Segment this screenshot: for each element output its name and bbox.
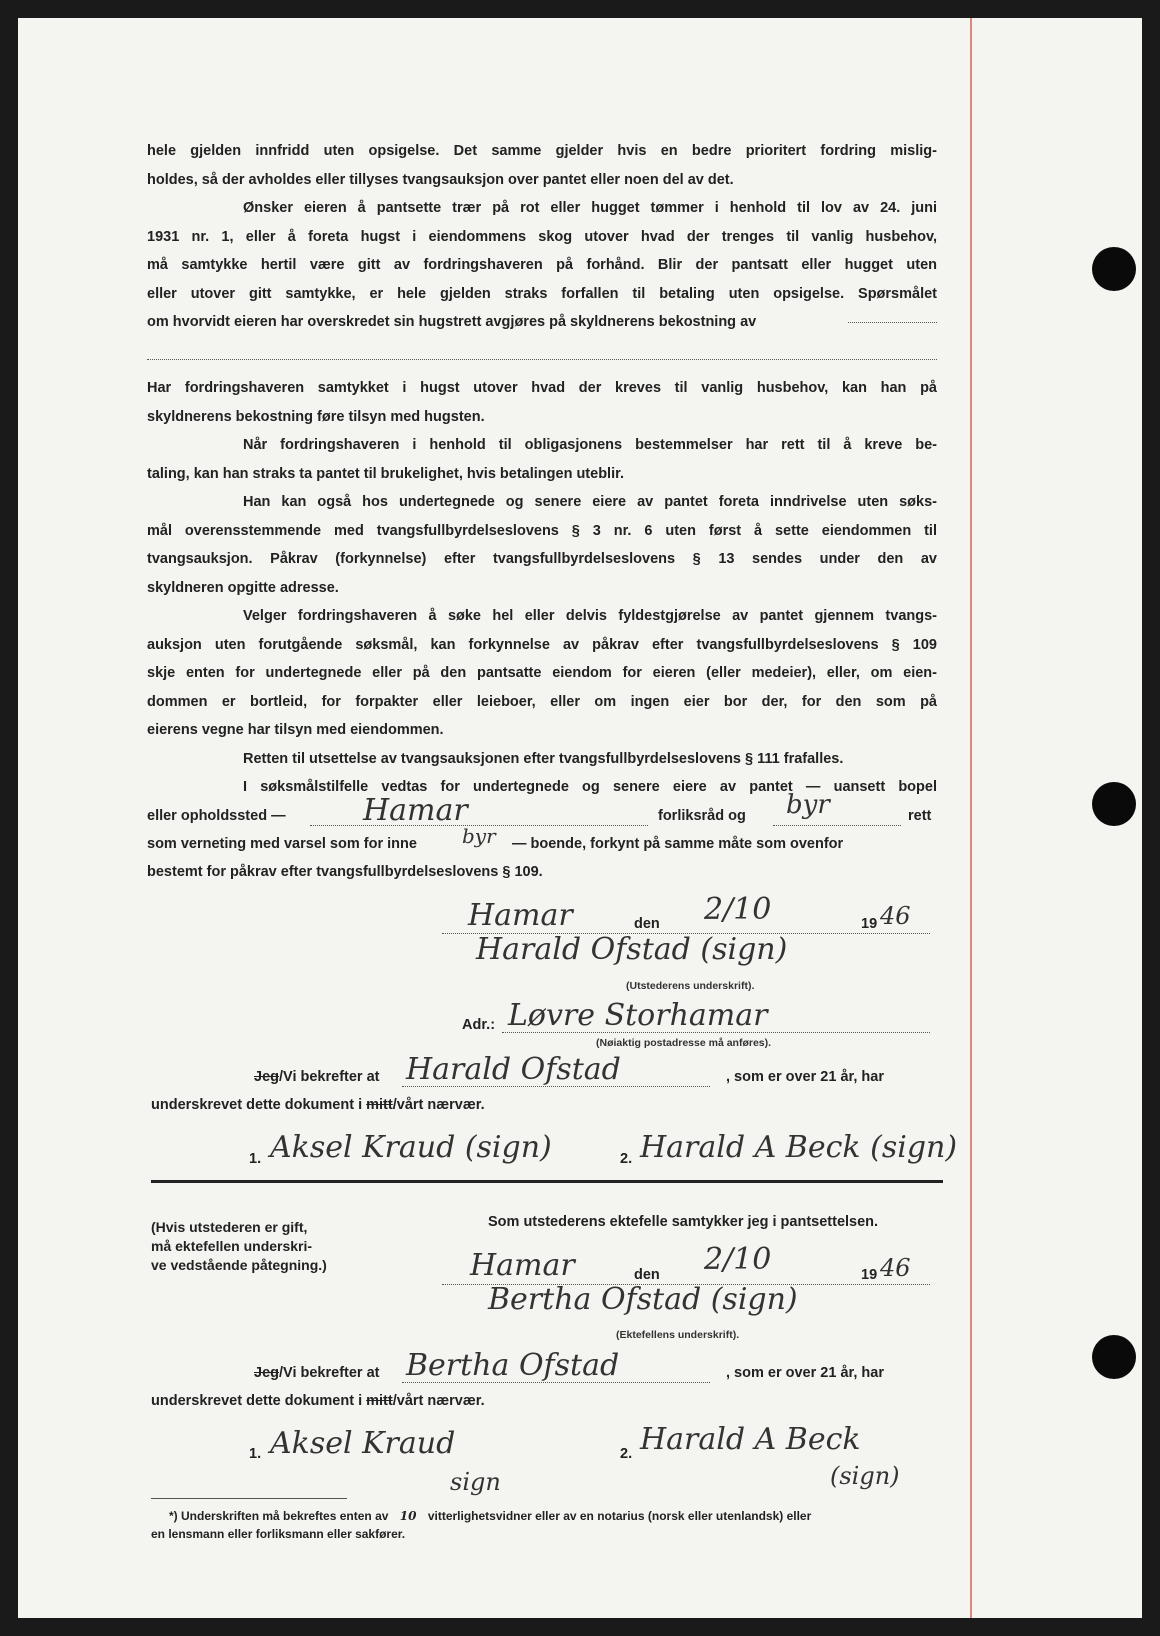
text-line: eierens vegne har tilsyn med eiendommen. [147,722,444,738]
text-line: om hvorvidt eieren har overskredet sin hugstrett avgjøres på skyldnerens bekostning av [147,314,757,330]
address-label: Adr.: [462,1017,496,1033]
text-line: Ønsker eieren å pantsette trær på rot eller hugget tømmer i henhold til lov av 24. juni [243,200,937,216]
footnote-rule [151,1498,347,1499]
spouse-witness-1-sign: sign [450,1468,501,1496]
punch-hole [1092,782,1136,826]
document-page [18,18,1142,1618]
spouse-signature-caption: (Ektefellens underskrift). [616,1329,740,1341]
venue-prefix: eller opholdssted — [147,808,286,824]
footnote: *) Underskriften må bekreftes enten av 10 vitterlighetsvidner eller av en notarius (norsk eller utenlandsk) eller en lensmann eller forliksmann eller sakfører. [151,1509,812,1541]
spouse-confirm-suffix: , som er over 21 år, har [726,1365,884,1381]
confirm-suffix: , som er over 21 år, har [726,1069,884,1085]
fill-line [147,359,937,360]
venue-post: rett [908,808,932,824]
spouse-witness-1-signature: Aksel Kraud [270,1426,456,1461]
confirm-name-handwritten: Harald Ofstad [406,1052,621,1087]
venue-court-handwritten: byr [786,790,830,820]
spouse-witness-2-number: 2. [620,1446,633,1462]
text-line: 1931 nr. 1, eller å foreta hugst i eiendommens skog utover hvad der trenges til vanlig husbehov, [147,228,937,245]
text-line: hele gjelden innfridd uten opsigelse. Det samme gjelder hvis en bedre prioritert fordring mislig- [147,143,937,159]
spouse-witness-2-signature: Harald A Beck [640,1422,861,1457]
text-line: auksjon uten forutgående søksmål, kan forkynnelse av påkrav efter tvangsfullbyrdelseslovens § 109 [147,636,937,653]
venue-line2-handwritten: byr [462,824,496,848]
confirm-line2: underskrevet dette dokument i mitt/vårt nærvær. [151,1097,485,1113]
text-line: skyldnerens bekostning føre tilsyn med hugsten. [147,408,485,425]
witness-1-signature: Aksel Kraud (sign) [270,1130,552,1165]
spouse-confirm-line2: underskrevet dette dokument i mitt/vårt nærvær. [151,1393,485,1409]
text-line: må samtykke hertil være gitt av fordringshaveren på forhånd. Blir der pantsatt eller hugget uten [147,257,937,273]
venue-mid: forliksråd og [658,808,746,824]
spouse-side-note: (Hvis utstederen er gift, må ektefellen underskri- ve vedstående påtegning.) [151,1219,327,1273]
punch-hole [1092,1335,1136,1379]
text-line: Har fordringshaveren samtykket i hugst utover hvad der kreves til vanlig husbehov, kan han på [147,380,937,396]
text-line: skje enten for undertegnede eller på den pantsatte eiendom for eieren (eller medeier), eller, om eien- [147,665,937,681]
text-line: mål overensstemmende med tvangsfullbyrdelseslovens § 3 nr. 6 uten først å sette eiendommen til [147,522,937,539]
venue-line2-prefix: som verneting med varsel som for inne [147,836,417,852]
fill-line [848,322,937,323]
spouse-date-handwritten: 2/10 [704,1242,772,1277]
issuer-signature: Harald Ofstad (sign) [476,932,788,967]
year-handwritten: 46 [880,902,911,930]
text-line: skyldneren opgitte adresse. [147,579,339,596]
text-line: Når fordringshaveren i henhold til obligasjonens bestemmelser har rett til å kreve be- [243,437,937,453]
spouse-consent: Som utstederens ektefelle samtykker jeg i pantsettelsen. [488,1214,879,1230]
text-line: taling, kan han straks ta pantet til brukelighet, hvis betalingen uteblir. [147,465,624,482]
section-divider [151,1180,943,1183]
text-line: Retten til utsettelse av tvangsauksjonen efter tvangsfullbyrdelseslovens § 111 frafalles. [243,750,844,767]
spouse-confirm-prefix: Jeg/Vi bekrefter at [254,1365,380,1381]
margin-rule [970,18,972,1618]
text-line: holdes, så der avholdes eller tillyses tvangsauksjon over pantet eller noen del av det. [147,171,734,188]
venue-line2-suffix: — boende, forkynt på samme måte som ovenfor [512,836,844,852]
spouse-den-label: den [634,1267,660,1283]
fill-line [773,825,901,826]
spouse-signature: Bertha Ofstad (sign) [488,1282,798,1317]
terms-block-top [147,137,937,337]
text-line: eller utover gitt samtykke, er hele gjelden straks forfallen til betaling uten opsigelse. Spørsmålet [147,285,937,302]
spouse-confirm-name-handwritten: Bertha Ofstad [406,1348,620,1383]
text-line: Velger fordringshaveren å søke hel eller delvis fyldestgjørelse av pantet gjennem tvangs- [243,608,937,624]
witness-2-signature: Harald A Beck (sign) [640,1130,958,1165]
witness-1-number: 1. [249,1151,262,1167]
spouse-year-printed: 19 [861,1267,878,1283]
spouse-witness-1-number: 1. [249,1446,262,1462]
year-printed: 19 [861,916,878,932]
punch-hole [1092,247,1136,291]
signature-caption: (Utstederens underskrift). [626,980,755,992]
text-line: Han kan også hos undertegnede og senere eiere av pantet foreta inndrivelse uten søks- [243,494,937,510]
text-line: I søksmålstilfelle vedtas for undertegnede og senere eiere av pantet — uansett bopel [243,779,937,795]
address-handwritten: Løvre Storhamar [508,998,768,1033]
witness-2-number: 2. [620,1151,633,1167]
venue-line3: bestemt for påkrav efter tvangsfullbyrdelseslovens § 109. [147,864,543,880]
venue-place-handwritten: Hamar [363,793,468,828]
text-line: tvangsauksjon. Påkrav (forkynnelse) efter tvangsfullbyrdelseslovens § 13 sendes under den av [147,551,937,567]
text-line: dommen er bortleid, for forpakter eller leieboer, eller om ingen eier bor der, for den som på [147,693,937,710]
spouse-place-handwritten: Hamar [470,1248,575,1283]
terms-block-mid [147,374,937,802]
place-handwritten: Hamar [468,898,573,933]
spouse-witness-2-sign: (sign) [830,1462,900,1490]
spouse-year-handwritten: 46 [880,1254,911,1282]
confirm-prefix: Jeg/Vi bekrefter at [254,1069,380,1085]
address-caption: (Nøiaktig postadresse må anføres). [596,1037,772,1049]
den-label: den [634,916,660,932]
date-handwritten: 2/10 [704,892,772,927]
